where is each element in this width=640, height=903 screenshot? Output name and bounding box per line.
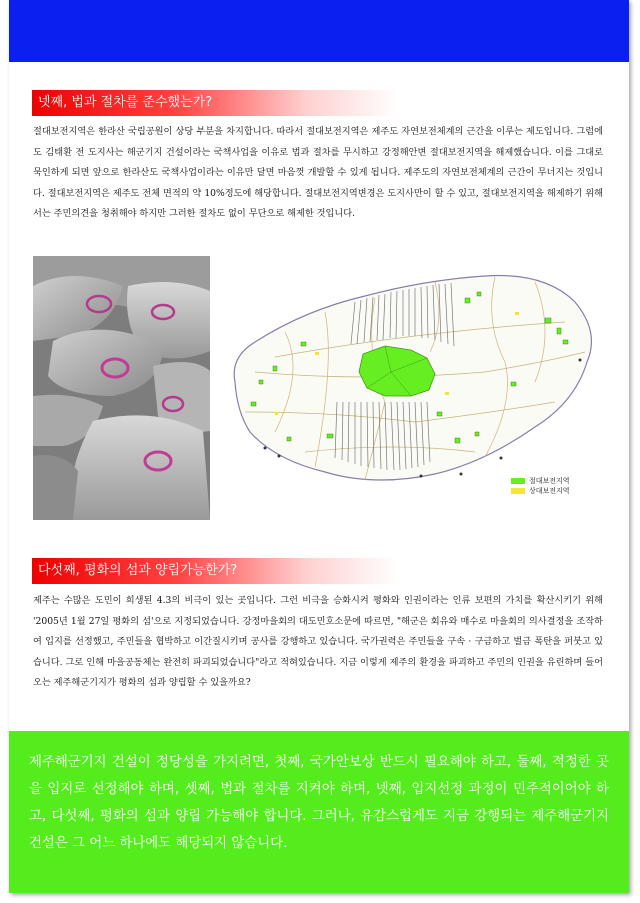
map-legend (511, 476, 570, 496)
rock-photo (33, 256, 210, 520)
legend-swatch-absolute (511, 478, 525, 484)
section5-heading: 다섯째, 평화의 섬과 양립가능한가? (32, 558, 398, 584)
top-banner (9, 0, 629, 62)
page (9, 0, 629, 893)
section5-body: 제주는 수많은 도민이 희생된 4.3의 비극이 있는 곳입니다. 그런 비극을 승화시켜 평화와 인권이라는 인류 보편의 가치를 확산시키기 위해 '2005년 1월 27일 평화의 섬'으로 지정되었습니다. 강정마을회의 대도민호소문에 따르면, "해군은 회유와 매수로 마을회의 의사결정을 조작하여 입지를 선정했고, 주민들을 협박하고 이간질시키며 공사를 강행하고 있습니다. 국가권력은 주민들을 구속 · 구금하고 벌금 폭탄을 퍼붓고 있습니다. 그로 인해 마을공동체는 완전히 파괴되었습니다"라고 적혀있습니다. 지금 이렇게 제주의 환경을 파괴하고 주민의 인권을 유린하며 들어오는 제주해군기지가 평화의 섬과 양립할 수 있을까요? (33, 595, 603, 688)
legend-item-absolute (511, 476, 570, 486)
legend-label-absolute: 절대보전지역 (529, 477, 570, 485)
section4-body: 절대보전지역은 한라산 국립공원이 상당 부분을 차지합니다. 따라서 절대보전지역은 제주도 자연보전체계의 근간을 이루는 제도입니다. 그럼에도 김태환 전 도지사는 해군기지 건설이라는 국책사업을 이유로 법과 절차를 무시하고 강정해안변 절대보전지역을 해제했습니다. 이를 그대로 묵인하게 되면 앞으로 한라산도 국책사업이라는 이유만 달면 마음껏 개발할 수 있게 됩니다. 제주도의 자연보전체계의 근간이 무너지는 것입니다. 절대보전지역은 제주도 전체 면적의 약 10%정도에 해당합니다. 절대보전지역변경은 도지사만이 할 수 있고, 절대보전지역을 해제하기 위해서는 주민의견을 청취해야 하지만 그러한 절차도 없이 무단으로 해제한 것입니다. (33, 126, 603, 219)
conclusion-text: 제주해군기지 건설이 정당성을 가지려면, 첫째, 국가안보상 반드시 필요해야 하고, 둘째, 적정한 곳을 입지로 선정해야 하며, 셋째, 법과 절차를 지켜야 하며, 넷째, 입지선정 과정이 민주적이어야 하고, 다섯째, 평화의 섬과 양립 가능해야 합니다. 그러나, 유감스럽게도 지금 강행되는 제주해군기지 건설은 그 어느 하나에도 해당되지 않습니다. (29, 755, 609, 851)
legend-swatch-relative (511, 488, 525, 494)
legend-label-relative: 상대보전지역 (529, 487, 570, 495)
conclusion-box (9, 731, 629, 893)
legend-item-relative (511, 486, 570, 496)
section4-heading: 넷째, 법과 절차를 준수했는가? (32, 90, 398, 116)
